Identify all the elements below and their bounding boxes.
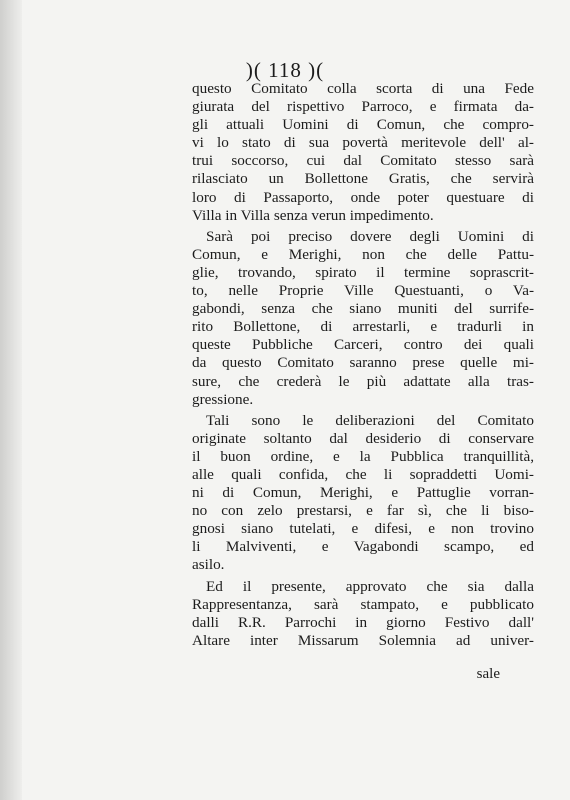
text-line: gressione.	[192, 390, 254, 408]
text-line: originate soltanto dal desiderio di conservare	[192, 429, 534, 447]
paragraph-1	[192, 80, 534, 225]
text-line: gabondi, senza che siano muniti del surrife-	[192, 300, 534, 318]
catchword: sale	[476, 666, 500, 682]
body-text	[192, 80, 534, 650]
text-line: glie, trovando, spirato il termine soprascrit-	[192, 263, 534, 281]
text-line: loro di Passaporto, onde poter questuare di	[192, 188, 534, 206]
text-line: sure, che crederà le più adattate alla tras-	[192, 372, 534, 390]
text-line: rito Bollettone, di arrestarli, e tradurli in	[192, 318, 534, 336]
paragraph-4	[192, 578, 534, 650]
text-line: Sarà poi preciso dovere degli Uomini di	[206, 227, 534, 245]
paragraph-3	[192, 412, 534, 575]
text-line: alle quali confida, che li sopraddetti Uomi-	[192, 465, 534, 483]
text-line: ni di Comun, Merighi, e Pattuglie vorran-	[192, 484, 534, 502]
text-line: gli attuali Uomini di Comun, che compro-	[192, 116, 534, 134]
text-line: gnosi siano tutelati, e difesi, e non trovino	[192, 520, 534, 538]
text-line: Ed il presente, approvato che sia dalla	[206, 577, 534, 595]
text-line: to, nelle Proprie Ville Questuanti, o Va-	[192, 282, 534, 300]
text-line: giurata del rispettivo Parroco, e firmata da-	[192, 98, 534, 116]
text-line: rilasciato un Bollettone Gratis, che servirà	[192, 170, 534, 188]
text-line: Altare inter Missarum Solemnia ad univer-	[192, 631, 534, 649]
text-line: questo Comitato colla scorta di una Fede	[192, 80, 534, 97]
page-number: )( 118 )(	[245, 58, 325, 82]
text-line: Villa in Villa senza verun impedimento.	[192, 206, 434, 224]
text-line: Tali sono le deliberazioni del Comitato	[206, 411, 534, 429]
text-line: queste Pubbliche Carceri, contro dei quali	[192, 336, 534, 354]
page-edge-shadow	[0, 0, 22, 800]
text-line: Comun, e Merighi, non che delle Pattu-	[192, 245, 534, 263]
text-line: trui soccorso, cui dal Comitato stesso sarà	[192, 152, 534, 170]
text-line: da questo Comitato saranno prese quelle mi-	[192, 354, 534, 372]
paragraph-2	[192, 228, 534, 409]
text-line: no con zelo prestarsi, e far sì, che li biso-	[192, 502, 534, 520]
text-line: vi lo stato di sua povertà meritevole dell' al-	[192, 134, 534, 152]
text-line: Rappresentanza, sarà stampato, e pubblicato	[192, 595, 534, 613]
text-line: li Malviventi, e Vagabondi scampo, ed	[192, 538, 534, 556]
text-line: dalli R.R. Parrochi in giorno Festivo dall'	[192, 613, 534, 631]
text-line: il buon ordine, e la Pubblica tranquillità,	[192, 447, 534, 465]
text-line: asilo.	[192, 556, 225, 574]
